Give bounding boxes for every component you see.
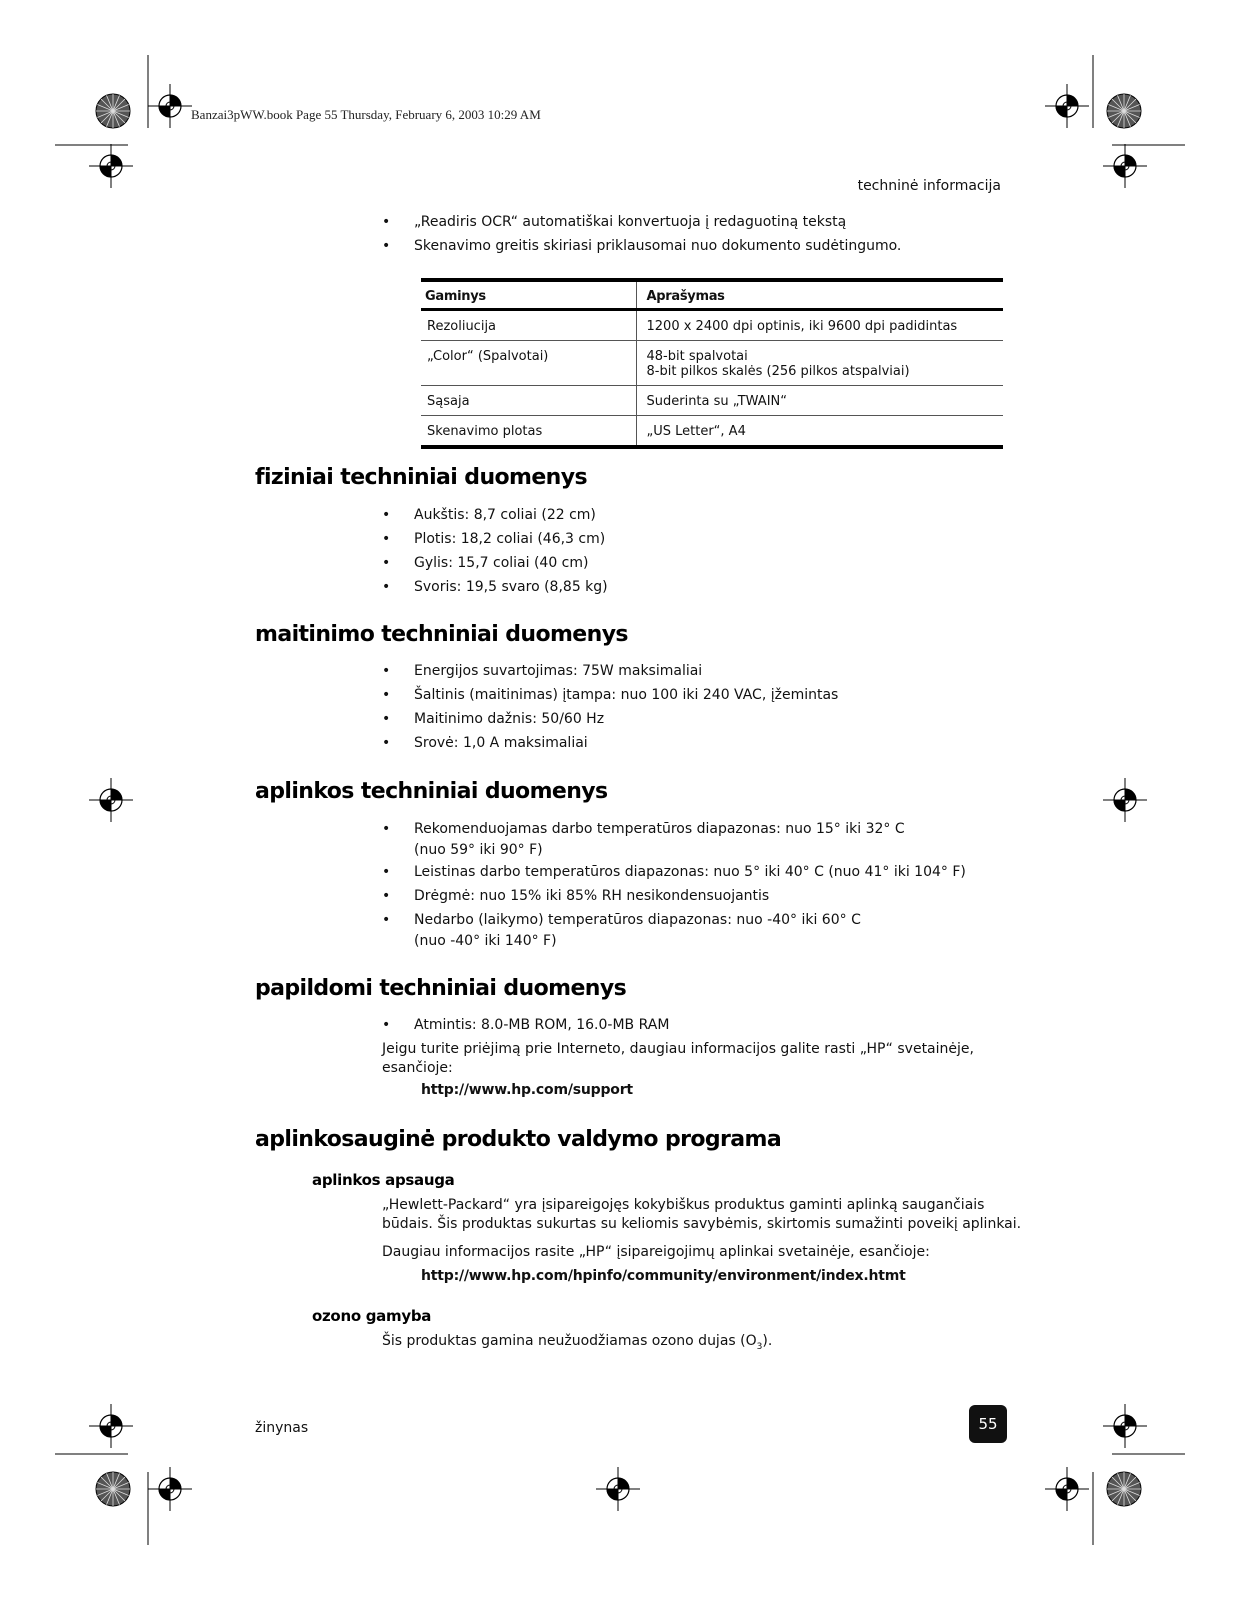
footer-label: žinynas xyxy=(255,1420,309,1436)
ozone-paragraph xyxy=(382,1332,772,1357)
cell-line: 48-bit spalvotai xyxy=(646,349,748,364)
book-info-header: Banzai3pWW.book Page 55 Thursday, February 6, 2003 10:29 AM xyxy=(191,107,541,122)
list-item-line: Leistinas darbo temperatūros diapazonas: nuo 5° iki 40° C (nuo 41° iki 104° F) xyxy=(414,864,966,880)
list-item-line: Drėgmė: nuo 15% iki 85% RH nesikondensuojantis xyxy=(414,888,770,904)
list-item: • Atmintis: 8.0-MB ROM, 16.0-MB RAM xyxy=(382,1013,669,1037)
environment-link[interactable]: http://www.hp.com/hpinfo/community/environment/index.htmt xyxy=(421,1268,906,1284)
running-head: techninė informacija xyxy=(857,178,1001,194)
protection-paragraph: „Hewlett-Packard“ yra įsipareigojęs kokybiškus produktus gaminti aplinką saugančiais būdais. Šis produktas sukurtas su keliomis savybėmis, skirtomis sumažinti poveikį aplinkai. xyxy=(382,1197,1022,1232)
section-title-power: maitinimo techniniai duomenys xyxy=(255,622,628,647)
table-cell: Suderinta su „TWAIN“ xyxy=(636,386,1003,416)
section-title-environment: aplinkos techniniai duomenys xyxy=(255,779,608,804)
ozone-text-end: ). xyxy=(762,1333,773,1349)
section-title-eco: aplinkosauginė produkto valdymo programa xyxy=(255,1127,782,1152)
power-bullet-list xyxy=(382,659,838,755)
additional-paragraph: Jeigu turite priėjimą prie Interneto, daugiau informacijos galite rasti „HP“ svetainėje, esančioje: xyxy=(382,1041,974,1076)
table-cell: 1200 x 2400 dpi optinis, iki 9600 dpi padidintas xyxy=(636,310,1003,341)
physical-bullet-list xyxy=(382,503,608,599)
intro-bullet-list xyxy=(382,210,901,258)
table-row xyxy=(421,416,1003,448)
subsection-title-protection: aplinkos apsauga xyxy=(312,1171,455,1189)
section-title-physical: fiziniai techniniai duomenys xyxy=(255,465,587,490)
list-item xyxy=(382,908,966,951)
cell-line: 8-bit pilkos skalės (256 pilkos atspalviai) xyxy=(646,364,910,379)
additional-bullet-list xyxy=(382,1013,669,1037)
page-number-badge: 55 xyxy=(969,1405,1007,1443)
support-link[interactable]: http://www.hp.com/support xyxy=(421,1082,633,1098)
list-item: • Maitinimo dažnis: 50/60 Hz xyxy=(382,707,838,731)
ozone-text: Šis produktas gamina neužuodžiamas ozono dujas (O xyxy=(382,1333,757,1349)
list-item: • Energijos suvartojimas: 75W maksimaliai xyxy=(382,659,838,683)
list-item: • Plotis: 18,2 coliai (46,3 cm) xyxy=(382,527,608,551)
table-cell xyxy=(636,341,1003,386)
column-header: Aprašymas xyxy=(636,280,1003,310)
column-header: Gaminys xyxy=(421,280,636,310)
list-item-line: (nuo -40° iki 140° F) xyxy=(414,933,557,949)
ozone-subscript: 3 xyxy=(756,1341,763,1352)
list-item: • „Readiris OCR“ automatiškai konvertuoja į redaguotiną tekstą xyxy=(382,210,901,234)
list-item: • Gylis: 15,7 coliai (40 cm) xyxy=(382,551,608,575)
section-title-additional: papildomi techniniai duomenys xyxy=(255,976,627,1001)
list-item-line: Rekomenduojamas darbo temperatūros diapazonas: nuo 15° iki 32° C xyxy=(414,821,905,837)
table-row xyxy=(421,386,1003,416)
list-item xyxy=(382,860,966,884)
table-header-row xyxy=(421,280,1003,310)
protection-more-info: Daugiau informacijos rasite „HP“ įsipareigojimų aplinkai svetainėje, esančioje: xyxy=(382,1244,930,1260)
list-item: • Šaltinis (maitinimas) įtampa: nuo 100 iki 240 VAC, įžemintas xyxy=(382,683,838,707)
list-item xyxy=(382,817,966,860)
table-cell: Rezoliucija xyxy=(427,319,497,334)
table-row xyxy=(421,341,1003,386)
subsection-title-ozone: ozono gamyba xyxy=(312,1307,432,1325)
spec-table xyxy=(421,278,1003,449)
table-cell: Skenavimo plotas xyxy=(421,416,636,448)
table-row xyxy=(421,310,1003,341)
list-item: • Skenavimo greitis skiriasi priklausomai nuo dokumento sudėtingumo. xyxy=(382,234,901,258)
table-cell: „US Letter“, A4 xyxy=(636,416,1003,448)
list-item: • Srovė: 1,0 A maksimaliai xyxy=(382,731,838,755)
list-item-line: (nuo 59° iki 90° F) xyxy=(414,842,543,858)
list-item-line: Nedarbo (laikymo) temperatūros diapazonas: nuo -40° iki 60° C xyxy=(414,912,861,928)
environment-bullet-list xyxy=(382,817,966,951)
table-cell: „Color“ (Spalvotai) xyxy=(421,341,636,386)
list-item: • Svoris: 19,5 svaro (8,85 kg) xyxy=(382,575,608,599)
table-cell: Sąsaja xyxy=(421,386,636,416)
list-item: • Aukštis: 8,7 coliai (22 cm) xyxy=(382,503,608,527)
list-item xyxy=(382,884,966,908)
